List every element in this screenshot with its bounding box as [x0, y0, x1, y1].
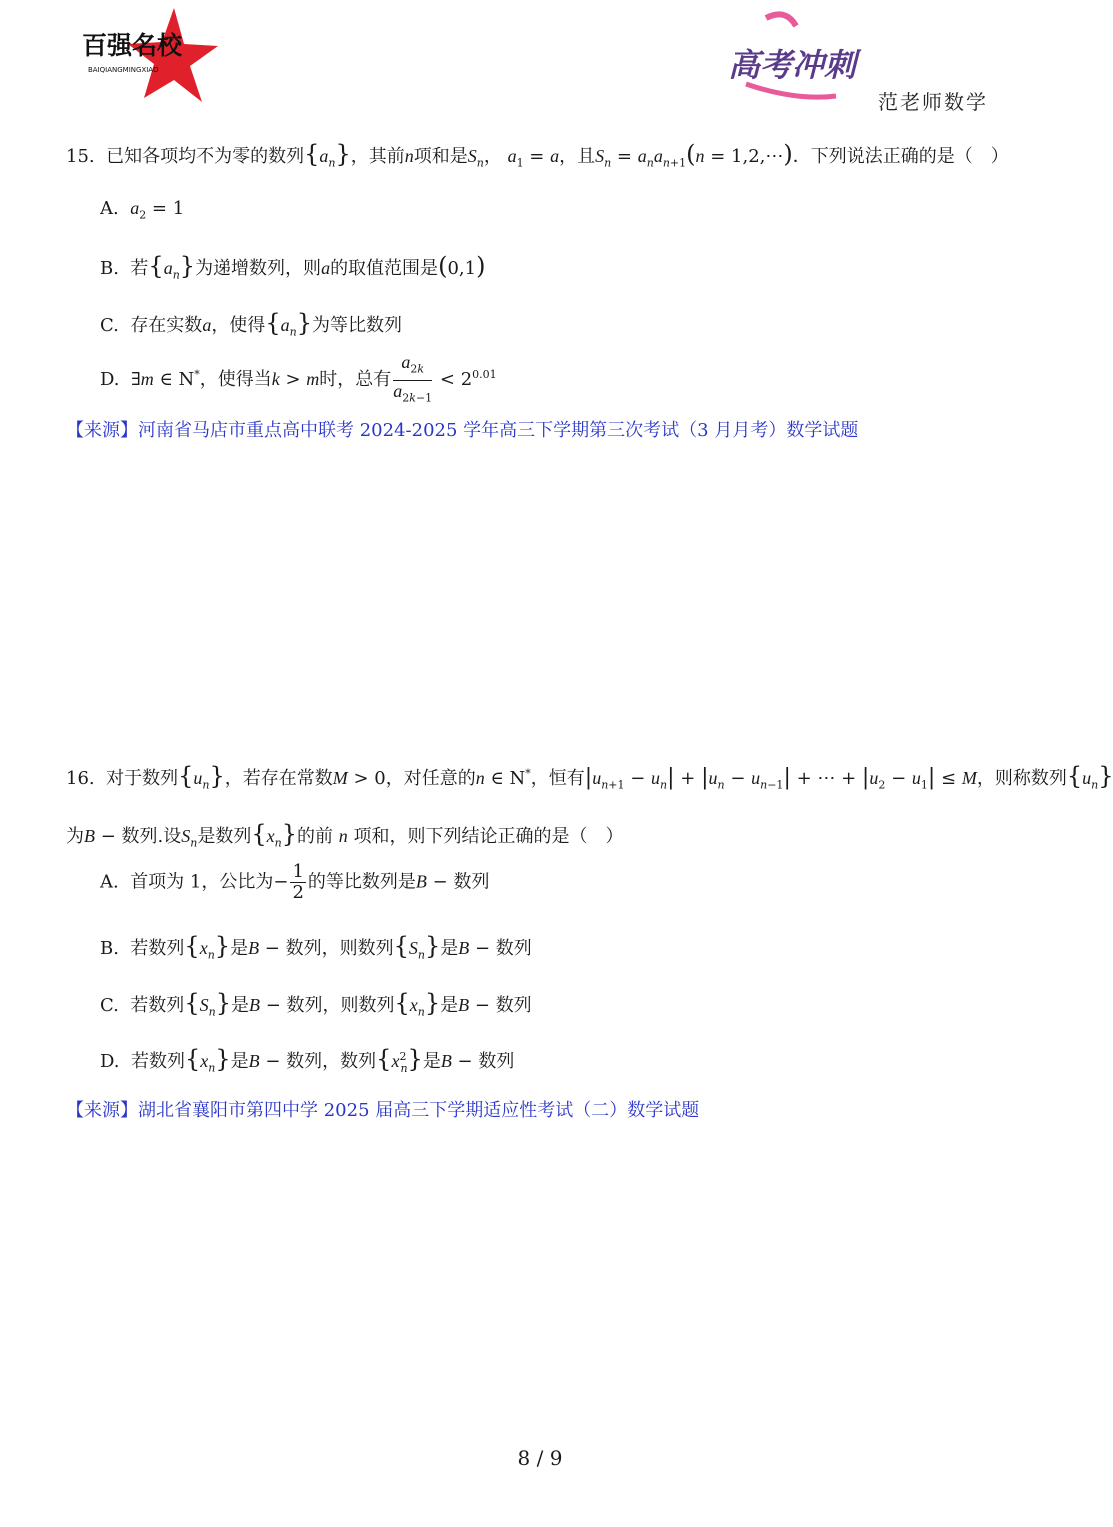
q16-source: 【来源】湖北省襄阳市第四中学 2025 届高三下学期适应性考试（二）数学试题 — [66, 1100, 700, 1121]
q15-option-c: C. 存在实数a，使得$\{a_n\}$为等比数列 — [100, 309, 402, 339]
q16-option-a: A. 首项为 1，公比为− $\frac{1}{2}$ 的等比数列是B − 数列 — [100, 861, 490, 903]
page-number: 8 / 9 — [517, 1446, 563, 1470]
school-logo-text: 百强名校 — [82, 31, 183, 60]
q16-option-c: C. 若数列$\{S_n\}$是B − 数列，则数列$\{x_n\}$是B − 数列 — [100, 989, 532, 1019]
q16-option-b: B. 若数列$\{x_n\}$是B − 数列，则数列$\{S_n\}$是B − 数列 — [100, 932, 532, 962]
q16-stem: 16. 对于数列$\{u_n\}$，若存在常数M > 0，对任意的n ∈ N*，恒有$|u_{n+1} - u_n| + |u_n - u_{n-1}|$ + ⋯ + $|u_2 - u_1| \le M$，则称数列$\{u_n\}$ — [66, 762, 1113, 792]
q15-number: 15. — [66, 146, 95, 167]
q15-option-d: D. ∃m ∈ N*，使得当k > m时，总有 $\frac{a_{2k}}{a_{2k-1}}$ < $2^{0.01}$ — [100, 352, 497, 405]
exam-sprint-logo — [726, 6, 876, 102]
q15-stem: 15. 已知各项均不为零的数列$\{a_n\}$，其前n项和是$S_n$， $a_1 = a$，且$S_n = a_na_{n+1}(n$ = 1,2,⋯)．下列说法正确的是（ ） — [66, 140, 1009, 170]
q16-option-d: D. 若数列$\{x_n\}$是B − 数列，数列$\{x^2_n\}$是B − 数列 — [100, 1045, 515, 1075]
exam-sprint-logo-text: 高考冲刺 — [728, 46, 857, 84]
teacher-label: 范老师数学 — [878, 90, 988, 114]
q15-option-b: B. 若$\{a_n\}$为递增数列，则a的取值范围是(0,1) — [100, 252, 486, 282]
q15-option-a: A. $a_2 = 1$ — [100, 198, 185, 222]
school-logo — [78, 8, 218, 104]
school-logo-subtext: BAIQIANGMINGXIAO — [88, 66, 159, 74]
q16-number: 16. — [66, 768, 95, 789]
q16-stem-line2: 为B − 数列.设$S_n$是数列$\{x_n\}$的前 n 项和，则下列结论正确的是（ ） — [66, 820, 624, 850]
q15-source: 【来源】河南省马店市重点高中联考 2024-2025 学年高三下学期第三次考试（3 月月考）数学试题 — [66, 420, 859, 441]
